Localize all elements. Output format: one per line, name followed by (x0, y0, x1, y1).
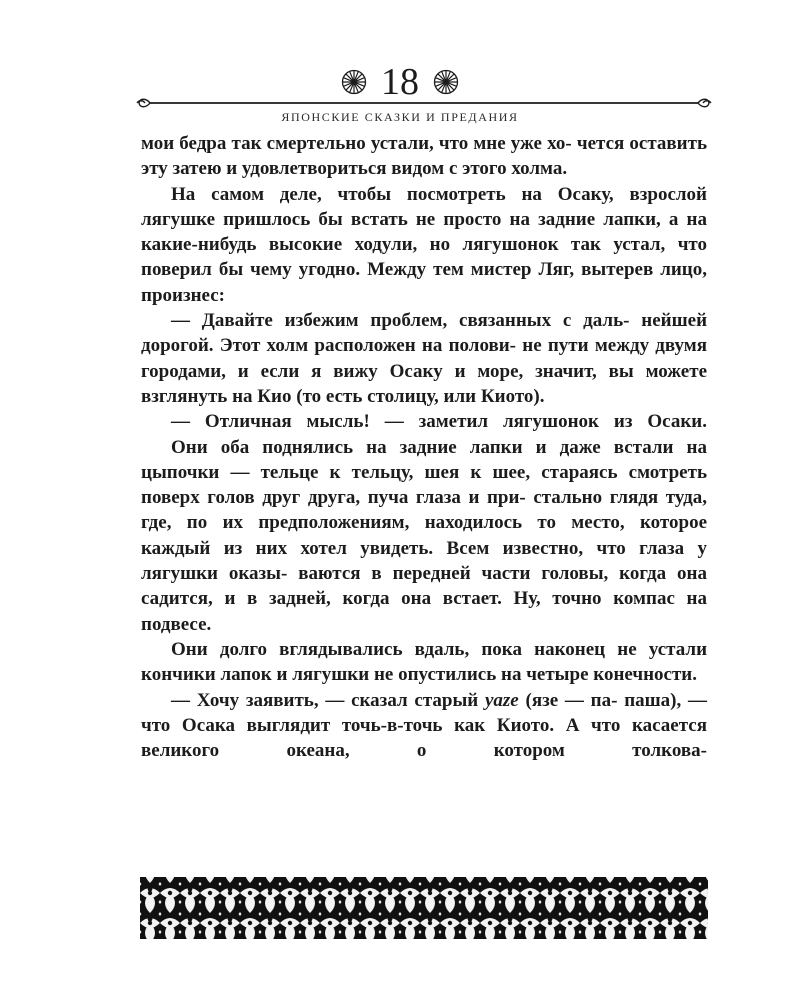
paragraph-line: устали кончики лапок и лягушки не опустились на (141, 638, 708, 686)
paragraph-line: столицу, или Киото). (367, 385, 545, 407)
paragraph-line: взрослой лягушке пришлось бы встать не просто на (141, 183, 707, 230)
paragraph-line: задние лапки, а на какие-нибудь высокие ходули, но (141, 208, 707, 256)
paragraph-line: Они оба поднялись на задние лапки и даже встали (171, 436, 674, 458)
paragraph-line: ваются в передней части головы, когда она садится, (141, 563, 707, 610)
paragraph-line: на цыпочки — тельце к тельцу, шея к шее, стараясь (141, 436, 707, 483)
paragraph-line: Между тем мистер Ляг, вытерев лицо, произнес: (141, 259, 708, 306)
paragraph-line: с этого холма. (448, 158, 568, 180)
paragraph-line: паша), — что Осака выглядит точь-в-точь как Киото. (141, 689, 707, 736)
paragraph-line: не пути между двумя городами, и если я вижу Осаку (141, 335, 707, 382)
paragraph-line: Они долго вглядывались вдаль, пока наконец не (171, 638, 637, 660)
seigaiha-pattern-icon (140, 877, 708, 939)
paragraph-line: А что касается великого океана, о котором толкова- (141, 714, 707, 762)
paragraph-1 (141, 131, 707, 182)
paragraph-line: мои бедра так смертельно устали, что мне уже хо- (141, 133, 572, 154)
paragraph-line: увидеть. Всем известно, что глаза у лягушки оказы- (141, 537, 708, 585)
italic-word: yaze (484, 689, 519, 711)
decorative-pattern-band (140, 877, 708, 939)
paragraph-line: чется оставить эту затею и удовлетвориться видом (141, 133, 708, 180)
page-number: 18 (381, 61, 419, 103)
paragraph-line: — Давайте избежим проблем, связанных с даль- (171, 310, 630, 332)
paragraph-line: и море, значит, вы можете взглянуть на Кио (то есть (141, 360, 708, 407)
paragraph-5 (141, 435, 707, 637)
page-header (0, 60, 800, 130)
paragraph-line: лягушонок так устал, что поверил бы чему угодно. (141, 234, 707, 281)
running-head-title: ЯПОНСКИЕ СКАЗКИ И ПРЕДАНИЯ (281, 110, 519, 124)
paragraph-3 (141, 308, 707, 409)
paragraph-line: и в задней, когда она встает. Ну, точно компас на (224, 588, 707, 610)
paragraph-line-end: (язе — па- (518, 689, 618, 711)
paragraph-2 (141, 182, 707, 308)
paragraph-line-start: — Хочу заявить, — сказал старый (171, 689, 485, 711)
paragraph-line: подвесе. (141, 613, 212, 635)
paragraph-6 (141, 637, 707, 688)
paragraph-line: На самом деле, чтобы посмотреть на Осаку, (171, 183, 614, 205)
paragraph-7 (141, 688, 707, 764)
paragraph-line: — Отличная мысль! — заметил лягушонок из Осаки. (171, 411, 707, 433)
paragraph-line: находилось то место, которое каждый из них хотел (141, 512, 708, 559)
paragraph-line: смотреть поверх голов друг друга, пуча глаза и при- (141, 461, 707, 509)
paragraph-line: нейшей дорогой. Этот холм расположен на полови- (141, 310, 708, 357)
paragraph-4 (141, 409, 707, 434)
paragraph-line: четыре конечности. (526, 664, 697, 686)
book-text-body (141, 131, 707, 763)
paragraph-line: стально глядя туда, где, по их предположениям, (141, 487, 707, 534)
